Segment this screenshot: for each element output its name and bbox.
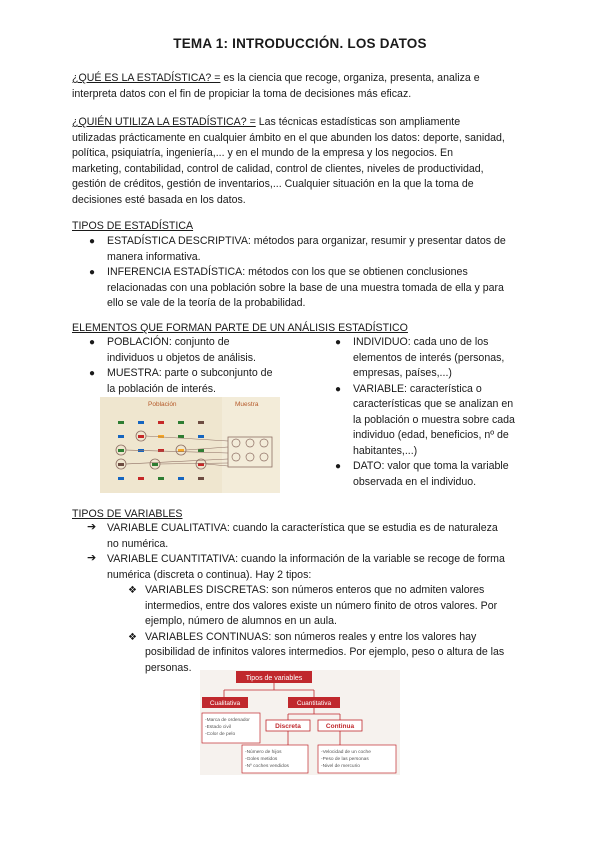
individual-icon [138,477,144,480]
list-item-line: VARIABLE CUANTITATIVA: cuando la información de la variable se recoge de forma [107,553,505,565]
list-item [89,366,307,397]
list-item-line: INFERENCIA ESTADÍSTICA: métodos con los que se obtienen conclusiones [107,266,468,278]
diagram-example-text: -Color de pelo [205,732,236,737]
arrow-bullet-icon: ➔ [87,552,97,564]
list-item-line: INDIVIDUO: cada uno de los [353,336,489,348]
diagram-example-text: -Nivel de mercurio [321,764,360,769]
diagram-cuantitativa-label: Cuantitativa [296,700,332,707]
list-item-line: características que se analizan en [353,398,514,410]
individual-icon [118,421,124,424]
list-item-line: numérica (discreta o continua). Hay 2 tipos: [107,568,312,581]
list-item-line: MUESTRA: parte o subconjunto de [107,367,273,379]
list-item-line: empresas, países,...) [353,367,452,379]
list-item-line: POBLACIÓN: conjunto de [107,336,230,348]
list-item [335,335,553,382]
list-item-line: relacionadas con una población sobre la base de una muestra tomada de ella y para [107,281,504,294]
answer-quien-line: política, psiquiatría, ingeniería,... y en el mundo de la empresa y los negocios. En [72,147,454,159]
diagram-example-text: -Velocidad de un coche [321,750,371,755]
list-item [335,382,553,460]
list-item-line: VARIABLES CONTINUAS: son números reales y entre los valores hay [145,630,477,643]
list-item-line: intermedios, entre dos valores existe un número finito de otros valores. Por [145,599,498,612]
list-item-line: VARIABLE: característica o [353,382,482,395]
individual-icon [158,449,164,452]
bullet-icon: ● [335,461,342,472]
list-item-line: VARIABLE CUALITATIVA: cuando la característica que se estudia es de naturaleza [107,522,498,534]
paragraph-quien-utiliza [72,115,532,208]
list-elementos-left [89,335,307,397]
list-item-line: ejemplo, número de alumnos en un aula. [145,615,337,627]
diagram-example-text: -Marca de ordenador [205,718,250,723]
answer-quien-line: gestión de créditos, gestión de inventarios,... Cualquier situación en la que la toma de [72,178,474,190]
individual-icon [138,435,144,438]
sample-label: Muestra [235,401,259,408]
list-tipos-estadistica [89,234,547,312]
answer-que-es-line: es la ciencia que recoge, organiza, presenta, analiza e [220,72,480,84]
individual-icon [198,477,204,480]
list-item-line: la población de interés. [107,382,216,395]
list-elementos-right [335,335,553,490]
list-item-line: ello se vale de la teoría de la probabilidad. [107,297,306,309]
diagram-cualitativa-label: Cualitativa [209,700,241,707]
list-item-line: posibilidad de infinitos valores intermedios. Por ejemplo, peso o altura de las [145,646,505,658]
answer-quien-line: decisiones esté basada en los datos. [72,193,246,206]
list-item-line: ESTADÍSTICA DESCRIPTIVA: métodos para organizar, resumir y presentar datos de [107,235,506,247]
individual-icon [118,435,124,438]
list-item [89,335,307,366]
bullet-icon: ● [335,383,342,395]
section-header-tipos-estadistica: TIPOS DE ESTADÍSTICA [72,220,194,232]
individual-icon [198,449,204,452]
diagram-root-label: Tipos de variables [245,675,303,682]
list-item-line: observada en el individuo. [353,475,477,488]
individual-icon [158,421,164,424]
diamond-bullet-icon: ❖ [128,631,137,643]
bullet-icon: ● [89,368,96,379]
individual-icon [178,421,184,424]
individual-icon [118,463,124,466]
population-label: Población [148,401,177,408]
list-item [89,234,547,265]
list-item-line: habitantes,...) [353,444,418,457]
diagram-example-text: -Estado civil [205,725,231,730]
bullet-icon: ● [89,236,96,247]
diagram-example-text: -Goles metidos [245,757,278,762]
diagram-example-text: -Peso de las personas [321,757,369,762]
bullet-icon: ● [335,337,342,348]
list-item [128,583,565,630]
diagram-discreta-label: Discreta [275,723,301,730]
question-que-es: ¿QUÉ ES LA ESTADÍSTICA? = [72,72,221,84]
list-item-line: personas. [145,661,192,674]
question-quien-utiliza: ¿QUIÉN UTILIZA LA ESTADÍSTICA? = [72,116,256,128]
population-sample-figure [100,397,280,493]
individual-icon [118,449,124,452]
bullet-icon: ● [89,267,96,278]
list-item-line: la población o muestra sobre cada [353,413,515,426]
individual-icon [198,421,204,424]
list-item-line: no numérica. [107,537,169,550]
individual-icon [118,477,124,480]
answer-quien-line: marketing, contabilidad, control de calidad, control de clientes, niveles de productividad, [72,162,484,175]
page-title: TEMA 1: INTRODUCCIÓN. LOS DATOS [173,36,427,51]
list-item-line: elementos de interés (personas, [353,351,505,364]
list-item-line: manera informativa. [107,250,201,263]
answer-quien-line: Las técnicas estadísticas son ampliamente [255,116,461,128]
individual-icon [138,421,144,424]
bullet-icon: ● [89,337,96,348]
list-item-line: individuo (edad, beneficios, nº de [353,429,509,441]
list-item-line: VARIABLES DISCRETAS: son números enteros que no admiten valores [145,584,485,596]
variable-types-diagram [200,670,400,775]
answer-quien-line: utilizadas prácticamente en cualquier ámbito en el que abunden los datos: deporte, sanidad, [72,131,505,144]
individual-icon [178,435,184,438]
section-header-tipos-variables: TIPOS DE VARIABLES [72,508,183,520]
list-item [87,521,557,552]
list-item [87,552,557,583]
individual-icon [198,435,204,438]
diagram-example-text: -Nº coches vendidos [245,764,289,769]
list-item-line: individuos u objetos de análisis. [107,351,256,364]
list-tipos-variables [87,521,557,583]
list-subtipos-variables [128,583,565,676]
individual-icon [178,477,184,480]
diagram-continua-label: Continua [325,723,355,730]
paragraph-que-es [72,71,532,102]
individual-icon [158,477,164,480]
diagram-example-text: -Número de hijos [245,750,282,755]
individual-icon [152,463,158,466]
list-item [335,459,553,490]
list-item [89,265,547,312]
diamond-bullet-icon: ❖ [128,585,137,596]
arrow-bullet-icon: ➔ [87,521,97,533]
answer-que-es-line: interpreta datos con el fin de propiciar la toma de decisiones más eficaz. [72,87,412,100]
list-item-line: DATO: valor que toma la variable [353,460,509,472]
section-header-elementos: ELEMENTOS QUE FORMAN PARTE DE UN ANÁLISIS ESTADÍSTICO [72,322,408,334]
